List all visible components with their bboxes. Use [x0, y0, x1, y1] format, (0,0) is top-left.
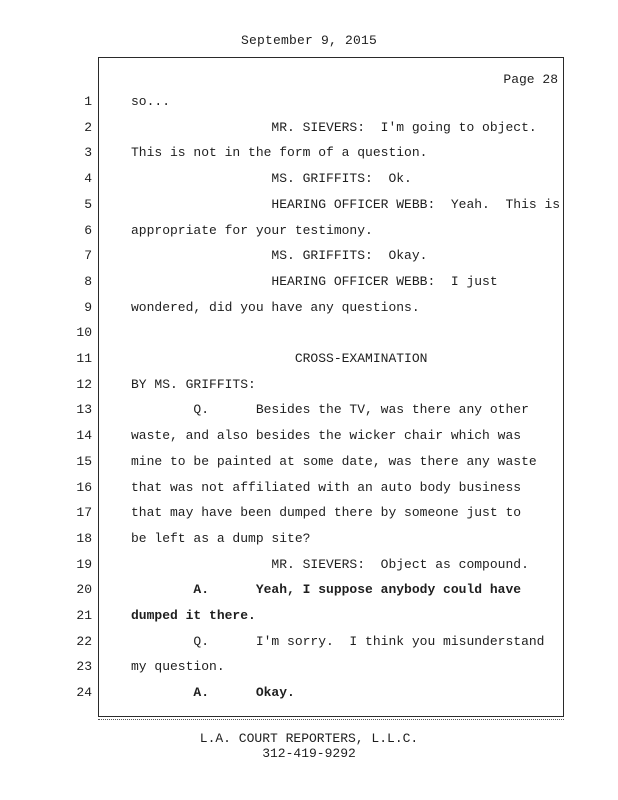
transcript-line-text: Q. Besides the TV, was there any other	[131, 402, 529, 417]
line-number: 15	[76, 454, 92, 469]
transcript-line-text: MS. GRIFFITS: Ok.	[131, 171, 412, 186]
transcript-line-text: CROSS-EXAMINATION	[131, 351, 428, 366]
line-number: 1	[84, 94, 92, 109]
line-number: 11	[76, 351, 92, 366]
transcript-line-text: A. Okay.	[131, 685, 295, 700]
line-number: 23	[76, 659, 92, 674]
transcript-line-text: BY MS. GRIFFITS:	[131, 377, 256, 392]
line-number: 13	[76, 402, 92, 417]
line-number: 7	[84, 248, 92, 263]
line-number: 14	[76, 428, 92, 443]
line-number: 21	[76, 608, 92, 623]
line-number: 8	[84, 274, 92, 289]
line-number: 10	[76, 325, 92, 340]
transcript-line-text: mine to be painted at some date, was there any waste	[131, 454, 537, 469]
page-header-date: September 9, 2015	[240, 33, 378, 48]
line-number: 24	[76, 685, 92, 700]
frame-divider	[98, 719, 564, 720]
transcript-line-text: MR. SIEVERS: Object as compound.	[131, 557, 529, 572]
transcript-line-text: so...	[131, 94, 171, 109]
line-number: 16	[76, 480, 92, 495]
transcript-line-text: waste, and also besides the wicker chair which was	[131, 428, 522, 443]
line-number: 18	[76, 531, 92, 546]
transcript-line-text: that may have been dumped there by someone just to	[131, 505, 522, 520]
page-number: Page 28	[503, 72, 558, 87]
line-number: 6	[84, 223, 92, 238]
transcript-line-text: MR. SIEVERS: I'm going to object.	[131, 120, 537, 135]
line-number: 19	[76, 557, 92, 572]
transcript-line-text: that was not affiliated with an auto body business	[131, 480, 522, 495]
line-number: 22	[76, 634, 92, 649]
line-number: 12	[76, 377, 92, 392]
line-number: 2	[84, 120, 92, 135]
footer-phone: 312-419-9292	[262, 746, 356, 761]
transcript-line-text: my question.	[131, 659, 225, 674]
transcript-line-text: MS. GRIFFITS: Okay.	[131, 248, 428, 263]
line-number: 3	[84, 145, 92, 160]
transcript-line-text: be left as a dump site?	[131, 531, 311, 546]
line-number: 4	[84, 171, 92, 186]
transcript-line-text: HEARING OFFICER WEBB: I just	[131, 274, 498, 289]
transcript-line-text: This is not in the form of a question.	[131, 145, 428, 160]
line-number: 9	[84, 300, 92, 315]
line-number: 20	[76, 582, 92, 597]
transcript-line-text: wondered, did you have any questions.	[131, 300, 420, 315]
transcript-line-text: HEARING OFFICER WEBB: Yeah. This is	[131, 197, 561, 212]
line-number: 17	[76, 505, 92, 520]
transcript-line-text: dumped it there.	[131, 608, 256, 623]
transcript-line-text: A. Yeah, I suppose anybody could have	[131, 582, 522, 597]
footer-company: L.A. COURT REPORTERS, L.L.C.	[199, 731, 419, 746]
transcript-line-text: Q. I'm sorry. I think you misunderstand	[131, 634, 545, 649]
line-number: 5	[84, 197, 92, 212]
transcript-line-text: appropriate for your testimony.	[131, 223, 373, 238]
